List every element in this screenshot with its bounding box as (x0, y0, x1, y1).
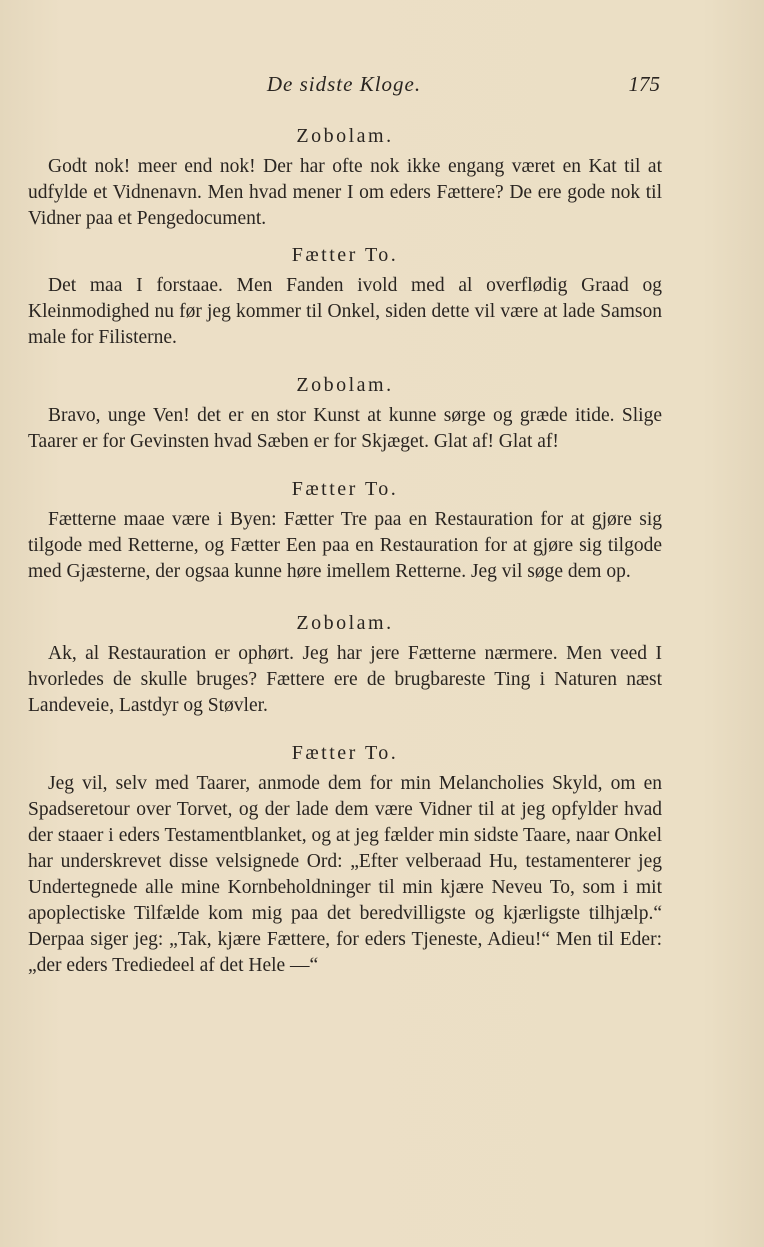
dialogue-block (28, 739, 662, 979)
page-header (28, 72, 660, 106)
speaker-name: Fætter To. (291, 478, 399, 500)
speech-text: Ak, al Restauration er ophørt. Jeg har jere Fætterne nærmere. Men veed I hvorledes de skulle bruges? Fættere ere de brugbareste Ting i Naturen næst Landeveie, Lastdyr og Støvler. (28, 643, 662, 716)
dialogue-block (28, 475, 662, 585)
speech-text: Bravo, unge Ven! det er en stor Kunst at kunne sørge og græde itide. Slige Taarer er for Gevinsten hvad Sæben er for Skjæget. Glat af! Glat af! (28, 405, 662, 452)
speech-text: Godt nok! meer end nok! Der har ofte nok ikke engang været en Kat til at udfylde et Vidnenavn. Men hvad mener I om eders Fættere? De ere gode nok til Vidner paa et Pengedocument. (28, 156, 662, 229)
speaker-name: Fætter To. (291, 244, 399, 266)
speech-text: Fætterne maae være i Byen: Fætter Tre paa en Restauration for at gjøre sig tilgode med Retterne, og Fætter Een paa en Restauration for at gjøre sig tilgode med Gjæsterne, der ogsaa kunne høre imellem Retterne. Jeg vil søge dem op. (28, 509, 662, 582)
dialogue-block (28, 609, 662, 719)
speaker-name: Fætter To. (291, 742, 399, 764)
running-title: De sidste Kloge. (266, 72, 422, 96)
dialogue-text (28, 122, 662, 996)
speaker-name: Zobolam. (296, 374, 394, 396)
dialogue-block (28, 122, 662, 232)
dialogue-block (28, 371, 662, 455)
speaker-name: Zobolam. (296, 612, 394, 634)
speech-text: Jeg vil, selv med Taarer, anmode dem for min Melancholies Skyld, om en Spadseretour over Torvet, og der lade dem være Vidner til at jeg opfylder hvad der staaer i eders Testamentblanket, og at jeg fælder min sidste Taare, naar Onkel har underskrevet disse velsignede Ord: „Efter velberaad Hu, testamenterer jeg Undertegnede alle mine Kornbeholdninger til min kjære Neveu To, som i mit apoplectiske Tilfælde kom mig paa det beredvilligste og kjærligste tilhjælp.“ Derpaa siger jeg: „Tak, kjære Fættere, for eders Tjeneste, Adieu!“ Men til Eder: „der eders Trediedeel af det Hele —“ (28, 773, 662, 976)
dialogue-block (28, 241, 662, 351)
speech-text: Det maa I forstaae. Men Fanden ivold med al overflødig Graad og Kleinmodighed nu før jeg kommer til Onkel, siden dette vil være at lade Samson male for Filisterne. (28, 275, 662, 348)
speaker-name: Zobolam. (296, 125, 394, 147)
page-number: 175 (628, 72, 660, 96)
